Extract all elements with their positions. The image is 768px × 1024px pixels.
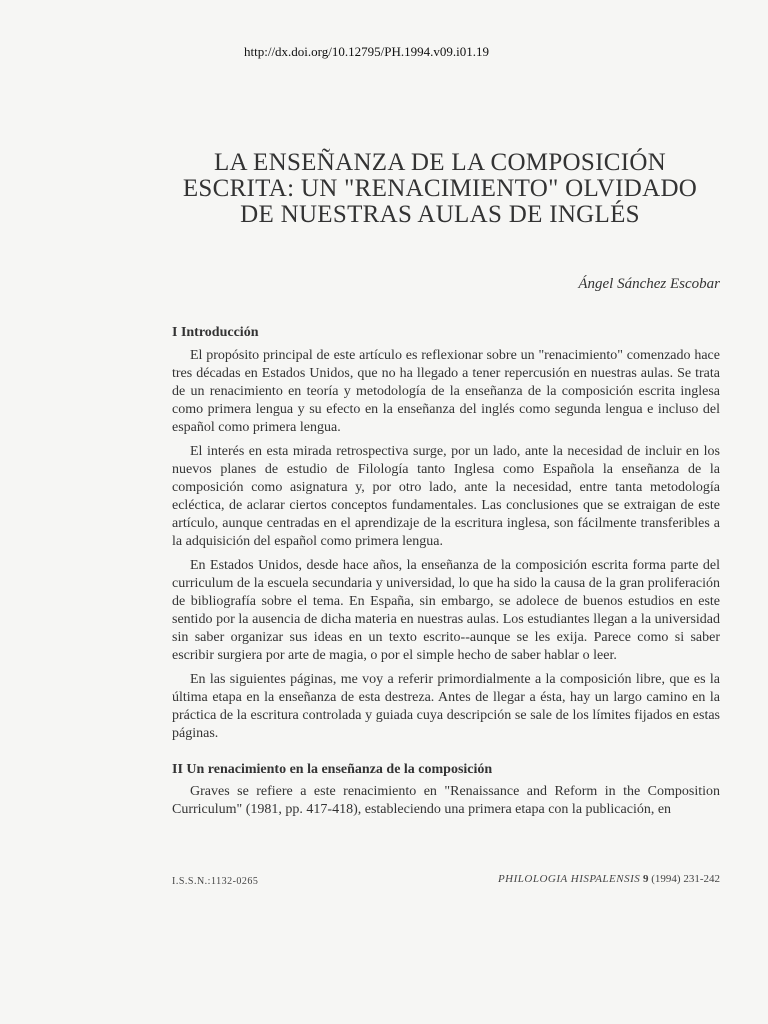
journal-citation [498,873,720,885]
journal-volume: 9 [643,873,649,885]
section-body-renacimiento [172,783,720,825]
issn-label: I.S.S.N.:1132-0265 [172,876,259,887]
paragraph: En Estados Unidos, desde hace años, la enseñanza de la composición escrita forma parte del curriculum de la escuela secundaria y universidad, lo que ha sido la causa de la gran proliferación de bibliografía sobre el tema. En España, sin embargo, se adolece de buenos estudios en este sentido por la ausencia de dicha materia en nuestras aulas. Los estudiantes llegan a la universidad sin saber organizar sus ideas en un texto escrito--aunque se les exija. Parece como si saber escribir surgiera por arte de magia, o por el simple hecho de saber hablar o leer. [172,558,720,663]
paragraph: El interés en esta mirada retrospectiva surge, por un lado, ante la necesidad de incluir en los nuevos planes de estudio de Filología tanto Inglesa como Española la enseñanza de la composición como asignatura y, por otro lado, ante la necesidad, entre tanta metodología ecléctica, de aclarar ciertos conceptos fundamentales. Las conclusiones que se extraigan de este artículo, aunque centradas en el aprendizaje de la escritura inglesa, son fácilmente transferibles a la adquisición del español como primera lengua. [172,444,720,549]
paragraph: Graves se refiere a este renacimiento en "Renaissance and Reform in the Composition Curriculum" (1981, pp. 417-418), estableciendo una primera etapa con la publicación, en [172,784,720,817]
paragraph: En las siguientes páginas, me voy a referir primordialmente a la composición libre, que es la última etapa en la enseñanza de esta destreza. Antes de llegar a ésta, hay un largo camino en la práctica de la escritura controlada y guiada cuya descripción se sale de los límites fijados en estas páginas. [172,672,720,741]
title-line-1: LA ENSEÑANZA DE LA COMPOSICIÓN [213,149,667,176]
title-line-3: DE NUESTRAS AULAS DE INGLÉS [240,201,640,228]
doi-link[interactable]: http://dx.doi.org/10.12795/PH.1994.v09.i01.19 [244,44,489,59]
journal-name: PHILOLOGIA HISPALENSIS [497,873,641,885]
paragraph: El propósito principal de este artículo es reflexionar sobre un "renacimiento" comenzado hace tres décadas en Estados Unidos, que no ha llegado a tener repercusión en nuestras aulas. Se trata de un renacimiento en teoría y metodología de la enseñanza de la composición escrita inglesa como primera lengua y su efecto en la enseñanza del inglés como segunda lengua e incluso del español como primera lengua. [172,348,720,435]
title-line-2: ESCRITA: UN "RENACIMIENTO" OLVIDADO [182,175,698,202]
section-body-introduccion [172,347,720,749]
journal-year-pages: (1994) 231-242 [651,873,720,885]
section-heading-renacimiento: II Un renacimiento en la enseñanza de la composición [172,762,493,777]
article-title [150,150,730,228]
author-name: Ángel Sánchez Escobar [578,276,720,292]
section-heading-introduccion: I Introducción [172,325,259,340]
